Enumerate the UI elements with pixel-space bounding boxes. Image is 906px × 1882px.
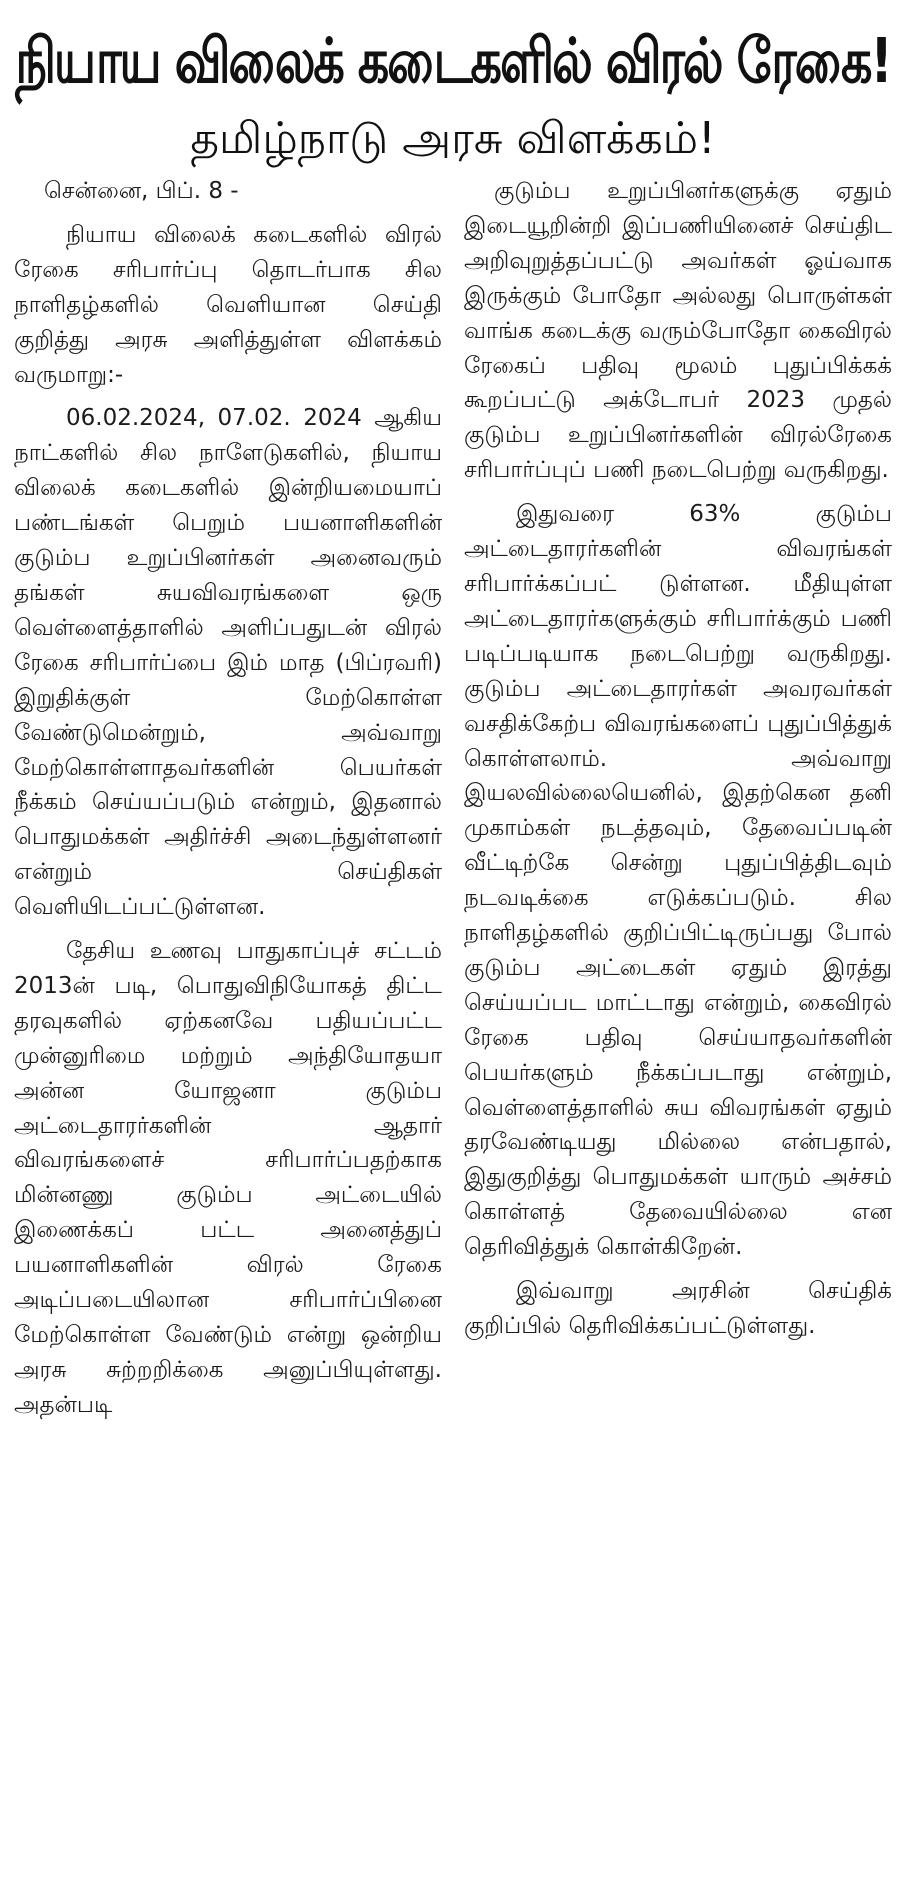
left-column xyxy=(14,174,442,1874)
paragraph: நியாய விலைக் கடைகளில் விரல் ரேகை சரிபார்ப்பு தொடர்பாக சில நாளிதழ்களில் வெளியான செய்தி குறித்து அரசு அளித்துள்ள விளக்கம் வருமாறு:- xyxy=(14,221,442,388)
article-body xyxy=(14,174,892,1874)
right-column xyxy=(464,174,892,1874)
dateline: சென்னை, பிப். 8 - xyxy=(44,178,239,204)
subheadline: தமிழ்நாடு அரசு விளக்கம்! xyxy=(190,113,716,164)
paragraph: இவ்வாறு அரசின் செய்திக் குறிப்பில் தெரிவிக்கப்பட்டுள்ளது. xyxy=(464,1278,892,1339)
paragraph: இதுவரை 63% குடும்ப அட்டைதாரர்களின் விவரங்கள் சரிபார்க்கப்பட் டுள்ளன. மீதியுள்ள அட்டைதாரர்களுக்கும் சரிபார்க்கும் பணி படிப்படியாக நடைபெற்று வருகிறது. குடும்ப அட்டைதாரர்கள் அவரவர்கள் வசதிக்கேற்ப விவரங்களைப் புதுப்பித்துக் கொள்ளலாம். அவ்வாறு இயலவில்லையெனில், இதற்கென தனி முகாம்கள் நடத்தவும், தேவைப்படின் வீட்டிற்கே சென்று புதுப்பித்திடவும் நடவடிக்கை எடுக்கப்படும். சில நாளிதழ்களில் குறிப்பிட்டிருப்பது போல் குடும்ப அட்டைகள் ஏதும் இரத்து செய்யப்பட மாட்டாது என்றும், கைவிரல் ரேகை பதிவு செய்யாதவர்களின் பெயர்களும் நீக்கப்படாது என்றும், வெள்ளைத்தாளில் சுய விவரங்கள் ஏதும் தரவேண்டியது மில்லை என்பதால், இதுகுறித்து பொதுமக்கள் யாரும் அச்சம் கொள்ளத் தேவையில்லை என தெரிவித்துக் கொள்கிறேன். xyxy=(464,501,892,1261)
headline: நியாய விலைக் கடைகளில் விரல் ரேகை! xyxy=(15,25,891,97)
paragraph: தேசிய உணவு பாதுகாப்புச் சட்டம் 2013ன் படி, பொதுவிநியோகத் திட்ட தரவுகளில் ஏற்கனவே பதியப்பட்ட முன்னுரிமை மற்றும் அந்தியோதயா அன்ன யோஜனா குடும்ப அட்டைதாரர்களின் ஆதார் விவரங்களைச் சரிபார்ப்பதற்காக மின்னணு குடும்ப அட்டையில் இணைக்கப் பட்ட அனைத்துப் பயனாளிகளின் விரல் ரேகை அடிப்படையிலான சரிபார்ப்பினை மேற்கொள்ள வேண்டும் என்று ஒன்றிய அரசு சுற்றறிக்கை அனுப்பியுள்ளது. அதன்படி xyxy=(14,938,442,1418)
paragraph: 06.02.2024, 07.02. 2024 ஆகிய நாட்களில் சில நாளேடுகளில், நியாய விலைக் கடைகளில் இன்றியமையாப் பண்டங்கள் பெறும் பயனாளிகளின் குடும்ப உறுப்பினர்கள் அனைவரும் தங்கள் சுயவிவரங்களை ஒரு வெள்ளைத்தாளில் அளிப்பதுடன் விரல் ரேகை சரிபார்ப்பை இம் மாத (பிப்ரவரி) இறுதிக்குள் மேற்கொள்ள வேண்டுமென்றும், அவ்வாறு மேற்கொள்ளாதவர்களின் பெயர்கள் நீக்கம் செய்யப்படும் என்றும், இதனால் பொதுமக்கள் அதிர்ச்சி அடைந்துள்ளனர் என்றும் செய்திகள் வெளியிடப்பட்டுள்ளன. xyxy=(14,405,442,921)
paragraph: குடும்ப உறுப்பினர்களுக்கு ஏதும் இடையூறின்றி இப்பணியினைச் செய்திட அறிவுறுத்தப்பட்டு அவர்கள் ஓய்வாக இருக்கும் போதோ அல்லது பொருள்கள் வாங்க கடைக்கு வரும்போதோ கைவிரல் ரேகைப் பதிவு மூலம் புதுப்பிக்கக் கூறப்பட்டு அக்டோபர் 2023 முதல் குடும்ப உறுப்பினர்களின் விரல்ரேகை சரிபார்ப்புப் பணி நடைபெற்று வருகிறது. xyxy=(464,178,892,484)
